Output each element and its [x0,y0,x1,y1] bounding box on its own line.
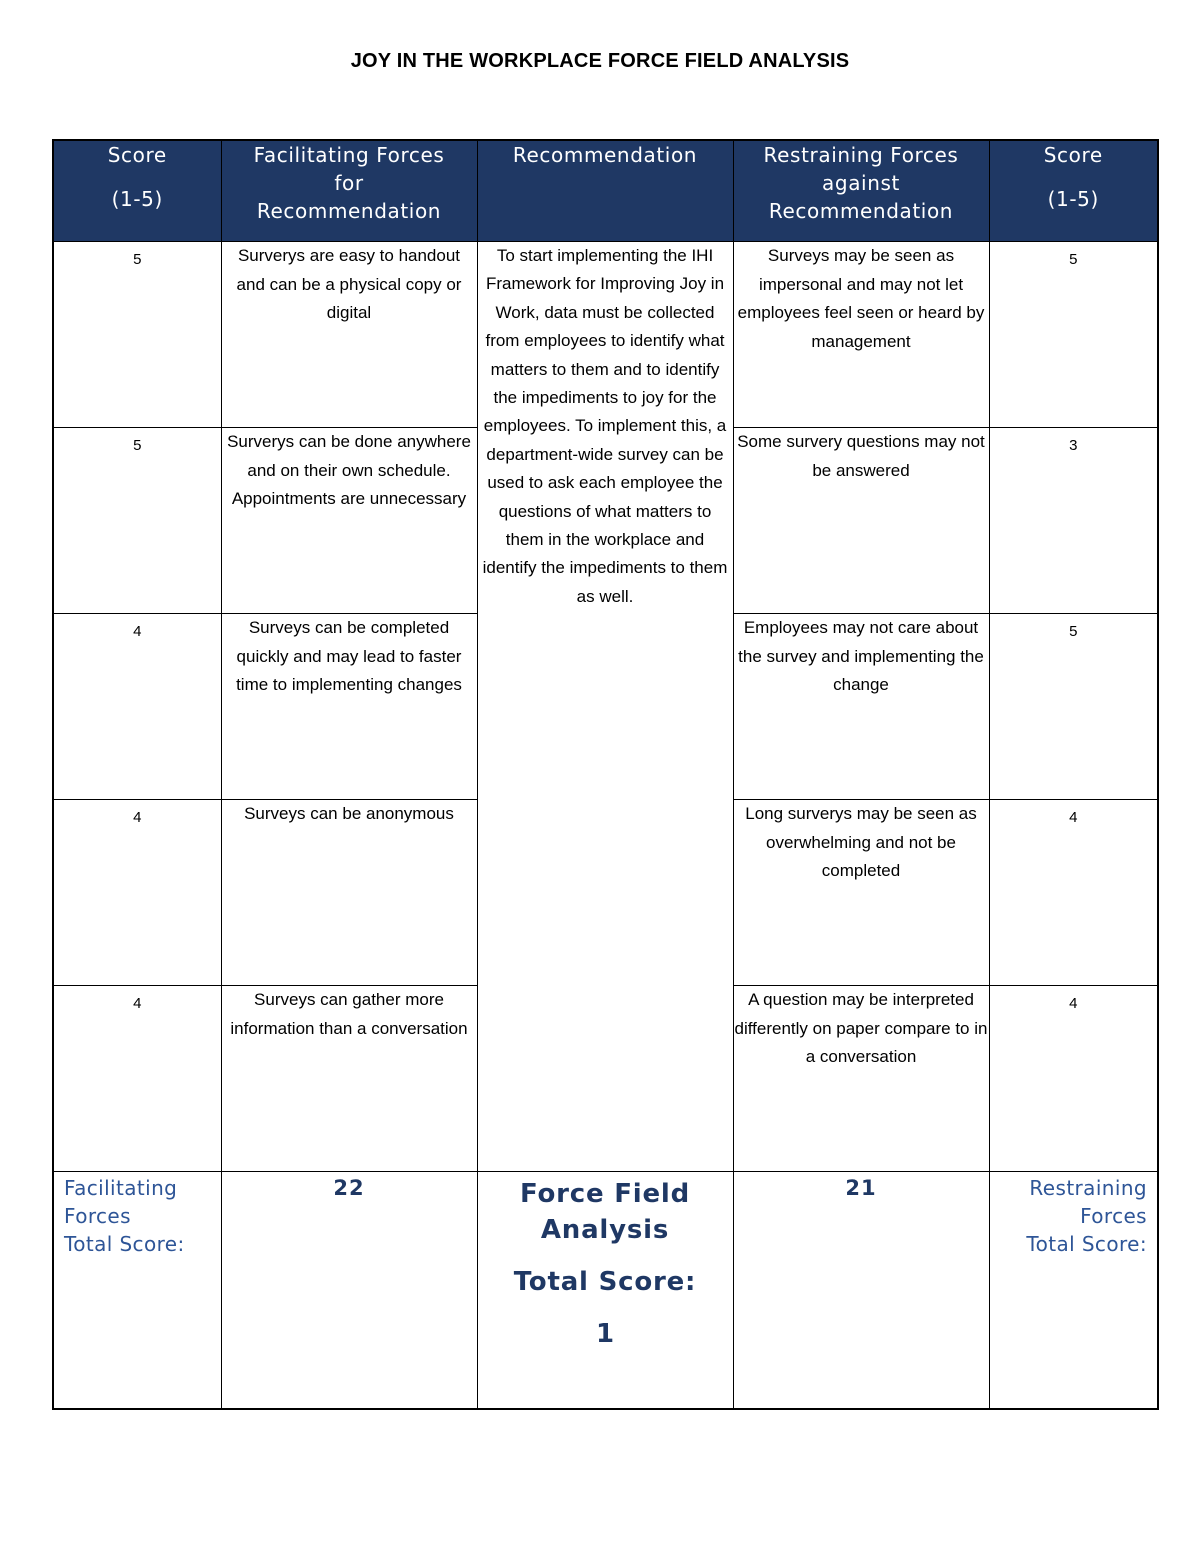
header-restraining-forces: Restraining Forces against Recommendation [733,140,989,242]
table-row [53,242,1158,428]
facilitating-score-cell: 4 [53,800,221,986]
restraining-score-cell: 3 [989,428,1158,614]
restraining-total-label: Restraining Forces Total Score: [989,1172,1158,1410]
facilitating-force-cell: Surveys can be completed quickly and may lead to faster time to implementing changes [221,614,477,800]
facilitating-total-label: Facilitating Forces Total Score: [53,1172,221,1410]
restraining-force-cell: A question may be interpreted differently on paper compare to in a conversation [733,986,989,1172]
restraining-force-cell: Employees may not care about the survey and implementing the change [733,614,989,800]
restraining-score-cell: 5 [989,242,1158,428]
facilitating-force-cell: Surverys can be done anywhere and on their own schedule. Appointments are unnecessary [221,428,477,614]
header-score-right: Score (1-5) [989,140,1158,242]
restraining-force-cell: Surveys may be seen as impersonal and may not let employees feel seen or heard by management [733,242,989,428]
page-title: JOY IN THE WORKPLACE FORCE FIELD ANALYSIS [350,50,850,72]
header-facilitating-forces: Facilitating Forces for Recommendation [221,140,477,242]
facilitating-score-cell: 4 [53,614,221,800]
force-field-total: Force Field Analysis Total Score: 1 [477,1172,733,1410]
restraining-score-cell: 5 [989,614,1158,800]
facilitating-force-cell: Surveys can be anonymous [221,800,477,986]
totals-row [53,1172,1158,1410]
force-field-total-score: 1 [595,1319,615,1349]
facilitating-total-score: 22 [221,1172,477,1410]
restraining-score-cell: 4 [989,800,1158,986]
facilitating-score-cell: 4 [53,986,221,1172]
force-field-table [52,139,1159,1410]
header-row [53,140,1158,242]
header-recommendation: Recommendation [477,140,733,242]
facilitating-force-cell: Surverys are easy to handout and can be a physical copy or digital [221,242,477,428]
restraining-score-cell: 4 [989,986,1158,1172]
facilitating-force-cell: Surveys can gather more information than a conversation [221,986,477,1172]
header-score-left: Score (1-5) [53,140,221,242]
facilitating-score-cell: 5 [53,428,221,614]
facilitating-score-cell: 5 [53,242,221,428]
restraining-total-score: 21 [733,1172,989,1410]
restraining-force-cell: Long surverys may be seen as overwhelming and not be completed [733,800,989,986]
recommendation-cell: To start implementing the IHI Framework for Improving Joy in Work, data must be collected from employees to identify what matters to them and to identify the impediments to joy for the employees. To implement this, a department-wide survey can be used to ask each employee the questions of what matters to them in the workplace and identify the impediments to them as well. [477,242,733,1172]
restraining-force-cell: Some survery questions may not be answered [733,428,989,614]
